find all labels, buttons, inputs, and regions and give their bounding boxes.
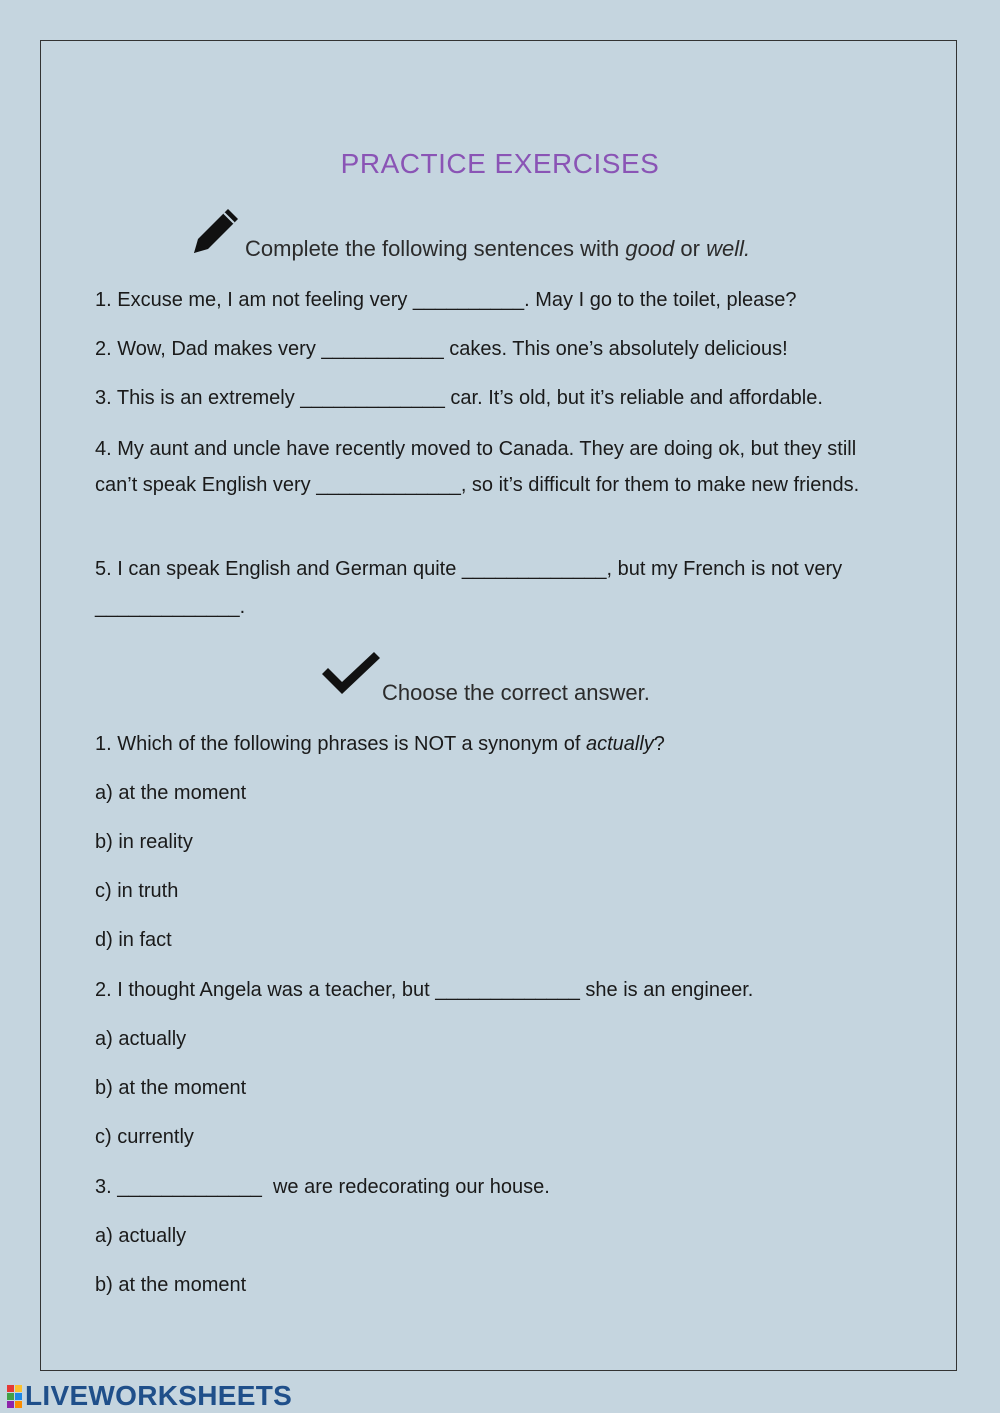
- s2-question-1: 1. Which of the following phrases is NOT a synonym of actually?: [95, 733, 665, 755]
- s2-question-2: 2. I thought Angela was a teacher, but _____________ she is an engineer.: [95, 979, 754, 1001]
- liveworksheets-logo: [7, 1381, 292, 1411]
- s2-q1-option-a: a) at the moment: [95, 782, 247, 804]
- s2-q3-option-b: b) at the moment: [95, 1274, 247, 1296]
- s1-question-2: 2. Wow, Dad makes very ___________ cakes. This one’s absolutely delicious!: [95, 338, 788, 360]
- logo-text: LIVEWORKSHEETS: [25, 1380, 293, 1411]
- s2-q1-option-b: b) in reality: [95, 831, 193, 853]
- s2-q1-option-c: c) in truth: [95, 880, 179, 902]
- pencil-icon: [190, 203, 244, 257]
- s1-question-4: 4. My aunt and uncle have recently moved to Canada. They are doing ok, but they still can’t speak English very _____________, so it’s difficult for them to make new friends.: [95, 438, 860, 496]
- s2-q1-option-d: d) in fact: [95, 929, 172, 951]
- s2-q2-option-c: c) currently: [95, 1126, 194, 1148]
- s2-q3-option-a: a) actually: [95, 1225, 187, 1247]
- s1-question-5: 5. I can speak English and German quite _____________, but my French is not very: [95, 558, 843, 580]
- s2-question-3: 3. _____________ we are redecorating our house.: [95, 1176, 550, 1198]
- logo-mark-icon: [7, 1385, 22, 1408]
- s1-question-3: 3. This is an extremely _____________ car. It’s old, but it’s reliable and affordable.: [95, 387, 823, 409]
- s1-question-5-cont: _____________.: [95, 596, 246, 618]
- checkmark-icon: [320, 650, 382, 696]
- s1-question-1: 1. Excuse me, I am not feeling very __________. May I go to the toilet, please?: [95, 289, 797, 311]
- section2-instruction: Choose the correct answer.: [382, 680, 650, 705]
- page-title: PRACTICE EXERCISES: [340, 148, 660, 179]
- s2-q2-option-a: a) actually: [95, 1028, 187, 1050]
- section1-instruction: Complete the following sentences with good or well.: [245, 236, 751, 261]
- s2-q2-option-b: b) at the moment: [95, 1077, 247, 1099]
